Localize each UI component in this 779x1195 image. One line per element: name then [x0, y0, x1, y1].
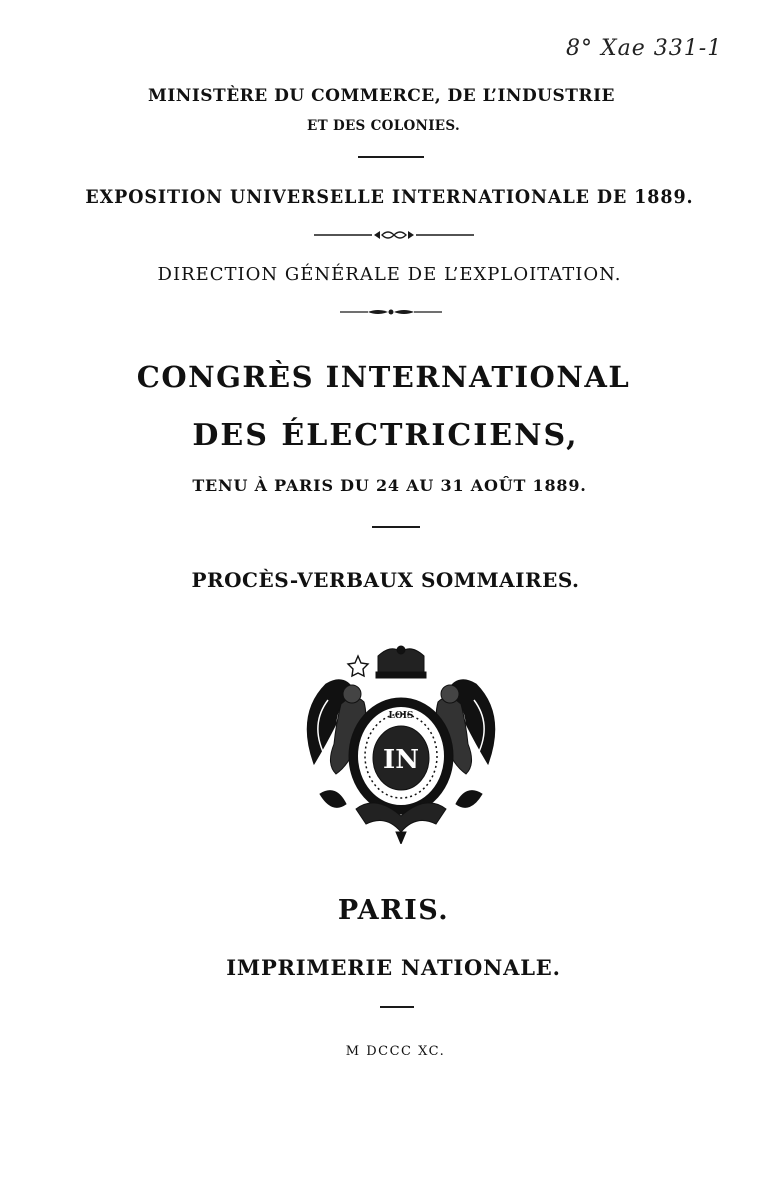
divider-rule-3: [380, 1006, 414, 1008]
ministry-line-2: ET DES COLONIES.: [307, 118, 460, 134]
direction-heading: DIRECTION GÉNÉRALE DE L’EXPLOITATION.: [157, 264, 622, 285]
shelfmark: 8° Xae 331-1: [566, 36, 723, 61]
emblem-monogram: IN: [383, 745, 419, 775]
title-line-1: CONGRÈS INTERNATIONAL: [136, 360, 631, 394]
document-type: PROCÈS-VERBAUX SOMMAIRES.: [191, 568, 580, 592]
ornament-divider-2: [340, 306, 442, 318]
exposition-heading: EXPOSITION UNIVERSELLE INTERNATIONALE DE 1889.: [85, 186, 694, 208]
title-line-2: DES ÉLECTRICIENS,: [192, 418, 579, 453]
congress-dates: TENU À PARIS DU 24 AU 31 AOÛT 1889.: [192, 476, 587, 495]
ornament-divider-1: [314, 228, 474, 242]
imprint-city: PARIS.: [337, 895, 450, 926]
imprint-printer: IMPRIMERIE NATIONALE.: [226, 955, 561, 980]
imperial-eagle-angels-emblem-icon: [296, 644, 506, 844]
divider-rule-2: [372, 526, 420, 528]
imprint-year: M DCCC XC.: [345, 1044, 446, 1059]
divider-rule-1: [358, 156, 424, 158]
ministry-line-1: MINISTÈRE DU COMMERCE, DE L’INDUSTRIE: [148, 86, 615, 106]
emblem-ribbon-text: LOIS: [388, 711, 414, 721]
